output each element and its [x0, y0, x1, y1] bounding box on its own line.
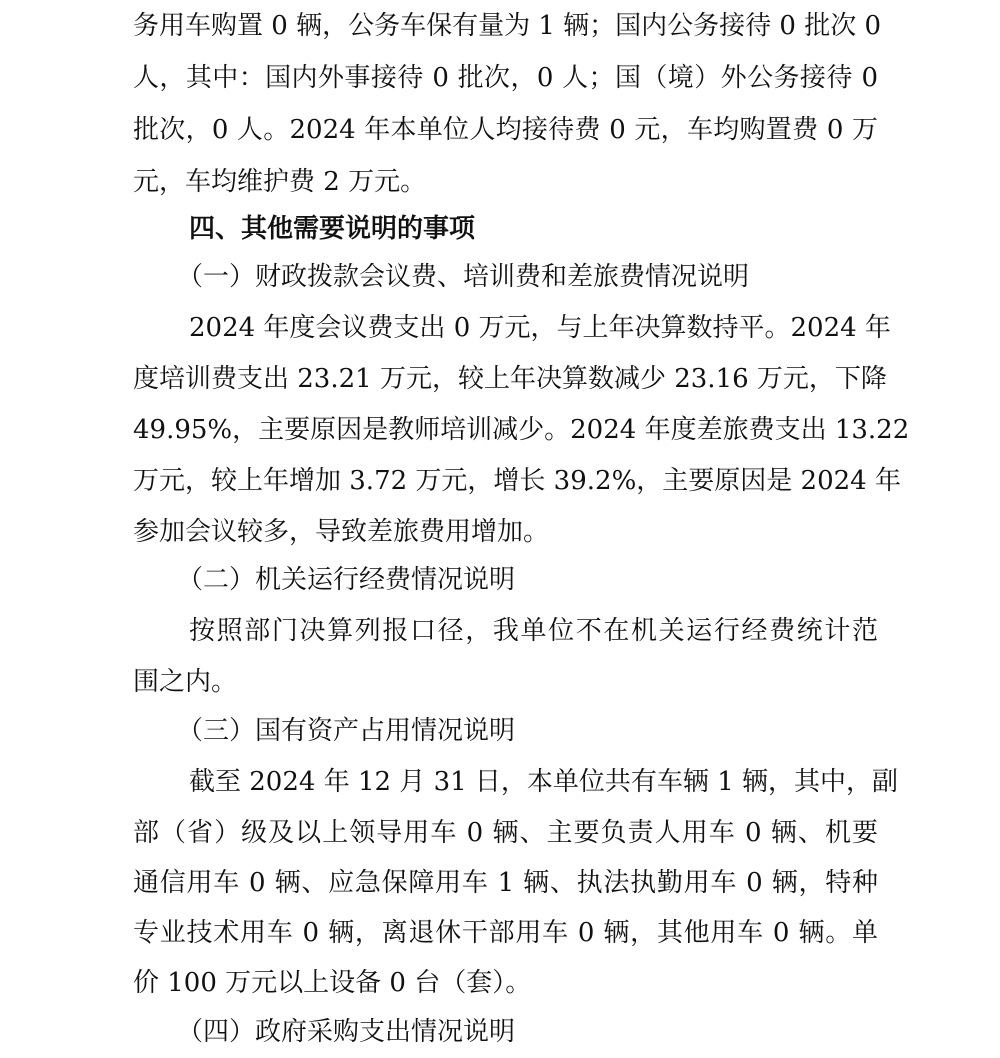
subsection-heading: （四）政府采购支出情况说明 — [177, 1017, 516, 1047]
subsection-heading: （一）财政拨款会议费、培训费和差旅费情况说明 — [177, 262, 750, 292]
paragraph-line: 围之内。 — [133, 667, 238, 697]
subsection-heading: （二）机关运行经费情况说明 — [177, 565, 516, 595]
paragraph-line: 49.95%，主要原因是教师培训减少。2024 年度差旅费支出 13.22 — [133, 415, 910, 445]
paragraph-line: 万元，较上年增加 3.72 万元，增长 39.2%，主要原因是 2024 年 — [133, 466, 901, 496]
paragraph-line: 元，车均维护费 2 万元。 — [133, 167, 427, 197]
paragraph-line: 批次，0 人。2024 年本单位人均接待费 0 元，车均购置费 0 万 — [133, 115, 878, 145]
paragraph-line: 人，其中：国内外事接待 0 批次，0 人；国（境）外公务接待 0 — [133, 63, 878, 93]
paragraph-line: 截至 2024 年 12 月 31 日，本单位共有车辆 1 辆，其中，副 — [189, 767, 898, 797]
paragraph-line: 按照部门决算列报口径，我单位不在机关运行经费统计范 — [189, 616, 878, 646]
section-heading: 四、其他需要说明的事项 — [189, 214, 476, 244]
paragraph-line: 通信用车 0 辆、应急保障用车 1 辆、执法执勤用车 0 辆，特种 — [133, 868, 878, 898]
paragraph-line: 专业技术用车 0 辆，离退休干部用车 0 辆，其他用车 0 辆。单 — [133, 918, 878, 948]
paragraph-line: 价 100 万元以上设备 0 台（套）。 — [133, 968, 532, 998]
paragraph-line: 2024 年度会议费支出 0 万元，与上年决算数持平。2024 年 — [189, 313, 891, 343]
subsection-heading: （三）国有资产占用情况说明 — [177, 716, 516, 746]
paragraph-line: 度培训费支出 23.21 万元，较上年决算数减少 23.16 万元，下降 — [133, 364, 887, 394]
paragraph-line: 部（省）级及以上领导用车 0 辆、主要负责人用车 0 辆、机要 — [133, 818, 878, 848]
paragraph-line: 务用车购置 0 辆，公务车保有量为 1 辆；国内公务接待 0 批次 0 — [133, 11, 882, 41]
paragraph-line: 参加会议较多，导致差旅费用增加。 — [133, 517, 550, 547]
